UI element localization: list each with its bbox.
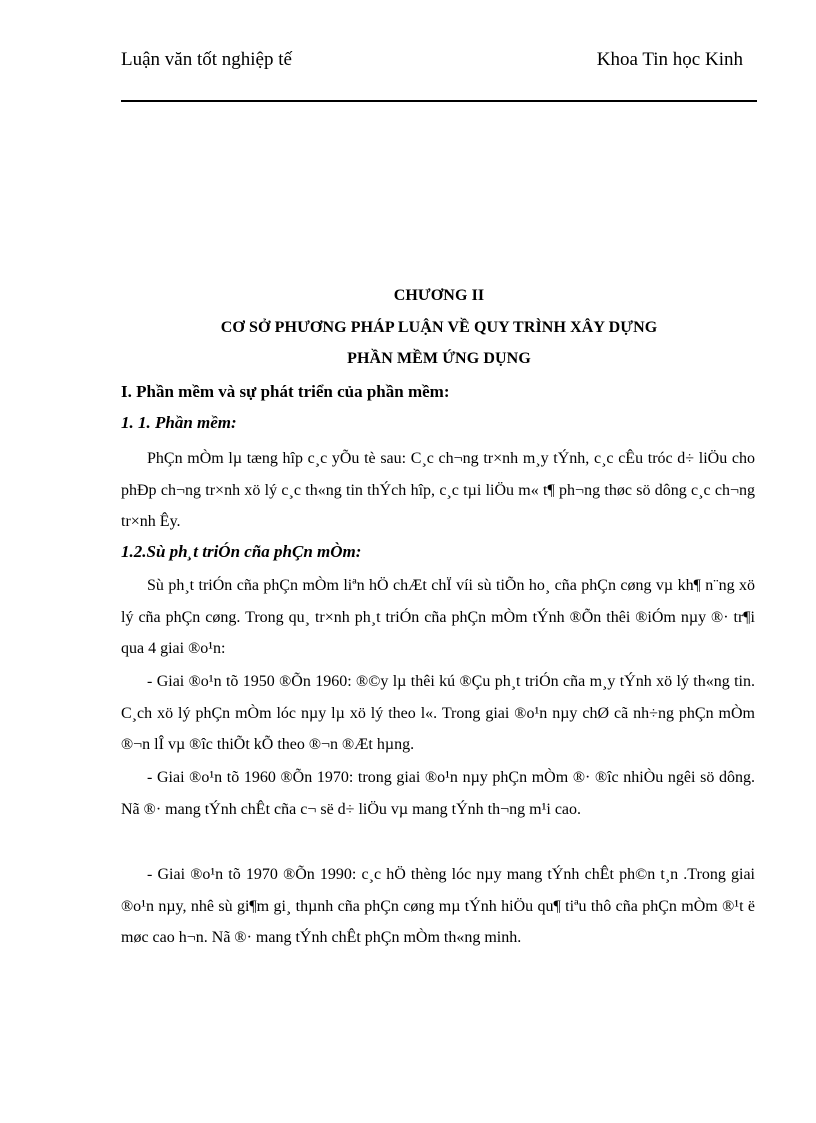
paragraph-stage-1960-1970: - Giai ®o¹n tõ 1960 ®Õn 1970: trong giai ®o¹n nµy phÇn mÒm ®· ®îc nhiÒu ngêi sö dông. Nã ®· mang tÝnh chÊt cña c¬ së d÷ liÖu vµ mang tÝnh th¬ng m¹i cao. (121, 769, 755, 818)
paragraph-stage-1950-1960: - Giai ®o¹n tõ 1950 ®Õn 1960: ®©y lµ thêi kú ®Çu ph¸t triÓn cña m¸y tÝnh xö lý th«ng tin. C¸ch xö lý phÇn mÒm lóc nµy lµ xö lý theo l«. Trong giai ®o¹n nµy chØ cã nh÷ng phÇn mÒm ®¬n lÎ vµ ®îc thiÕt kÕ theo ®¬n ®Æt hµng. (121, 673, 755, 753)
paragraph-stage-1970-1990: - Giai ®o¹n tõ 1970 ®Õn 1990: c¸c hÖ thèng lóc nµy mang tÝnh chÊt ph©n t¸n .Trong giai ®o¹n nµy, nhê sù gi¶m gi¸ thµnh cña phÇn cøng mµ tÝnh hiÖu qu¶ tiªu thô cña phÇn mÒm ®¹t ë møc cao h¬n. Nã ®· mang tÝnh chÊt phÇn mÒm th«ng minh. (121, 866, 755, 946)
chapter-number: CHƯƠNG II (393, 287, 485, 304)
section-heading-1: I. Phần mềm và sự phát triển của phần mềm: (121, 382, 450, 401)
paragraph-software-development: Sù ph¸t triÓn cña phÇn mÒm liªn hÖ chÆt chÏ víi sù tiÕn ho¸ cña phÇn cøng vµ kh¶ n¨ng xö lý cña phÇn cøng. Trong qu¸ tr×nh ph¸t triÓn cña phÇn mÒm tÝnh ®Õn thêi ®iÓm nµy ®· tr¶i qua 4 giai ®o¹n: (121, 577, 755, 657)
chapter-title-line-1: CƠ SỞ PHƯƠNG PHÁP LUẬN VỀ QUY TRÌNH XÂY DỰNG (220, 319, 658, 336)
subsection-heading-1-1: 1. 1. Phần mềm: (121, 413, 237, 432)
paragraph-software-definition: PhÇn mÒm lµ tæng hîp c¸c yÕu tè sau: C¸c ch¬ng tr×nh m¸y tÝnh, c¸c cÊu tróc d÷ liÖu cho phÐp ch¬ng tr×nh xö lý c¸c th«ng tin thÝch hîp, c¸c tµi liÖu m« t¶ ph¬ng thøc sö dông c¸c ch¬ng tr×nh Êy. (121, 450, 755, 530)
header-left-text: Luận văn tốt nghiệp tế (121, 49, 292, 70)
chapter-title-line-2: PHẦN MỀM ỨNG DỤNG (347, 350, 531, 367)
header-right-text: Khoa Tin học Kinh (596, 49, 743, 70)
subsection-heading-1-2: 1.2.Sù ph¸t triÓn cña phÇn mÒm: (121, 542, 362, 561)
page-header (121, 48, 757, 102)
